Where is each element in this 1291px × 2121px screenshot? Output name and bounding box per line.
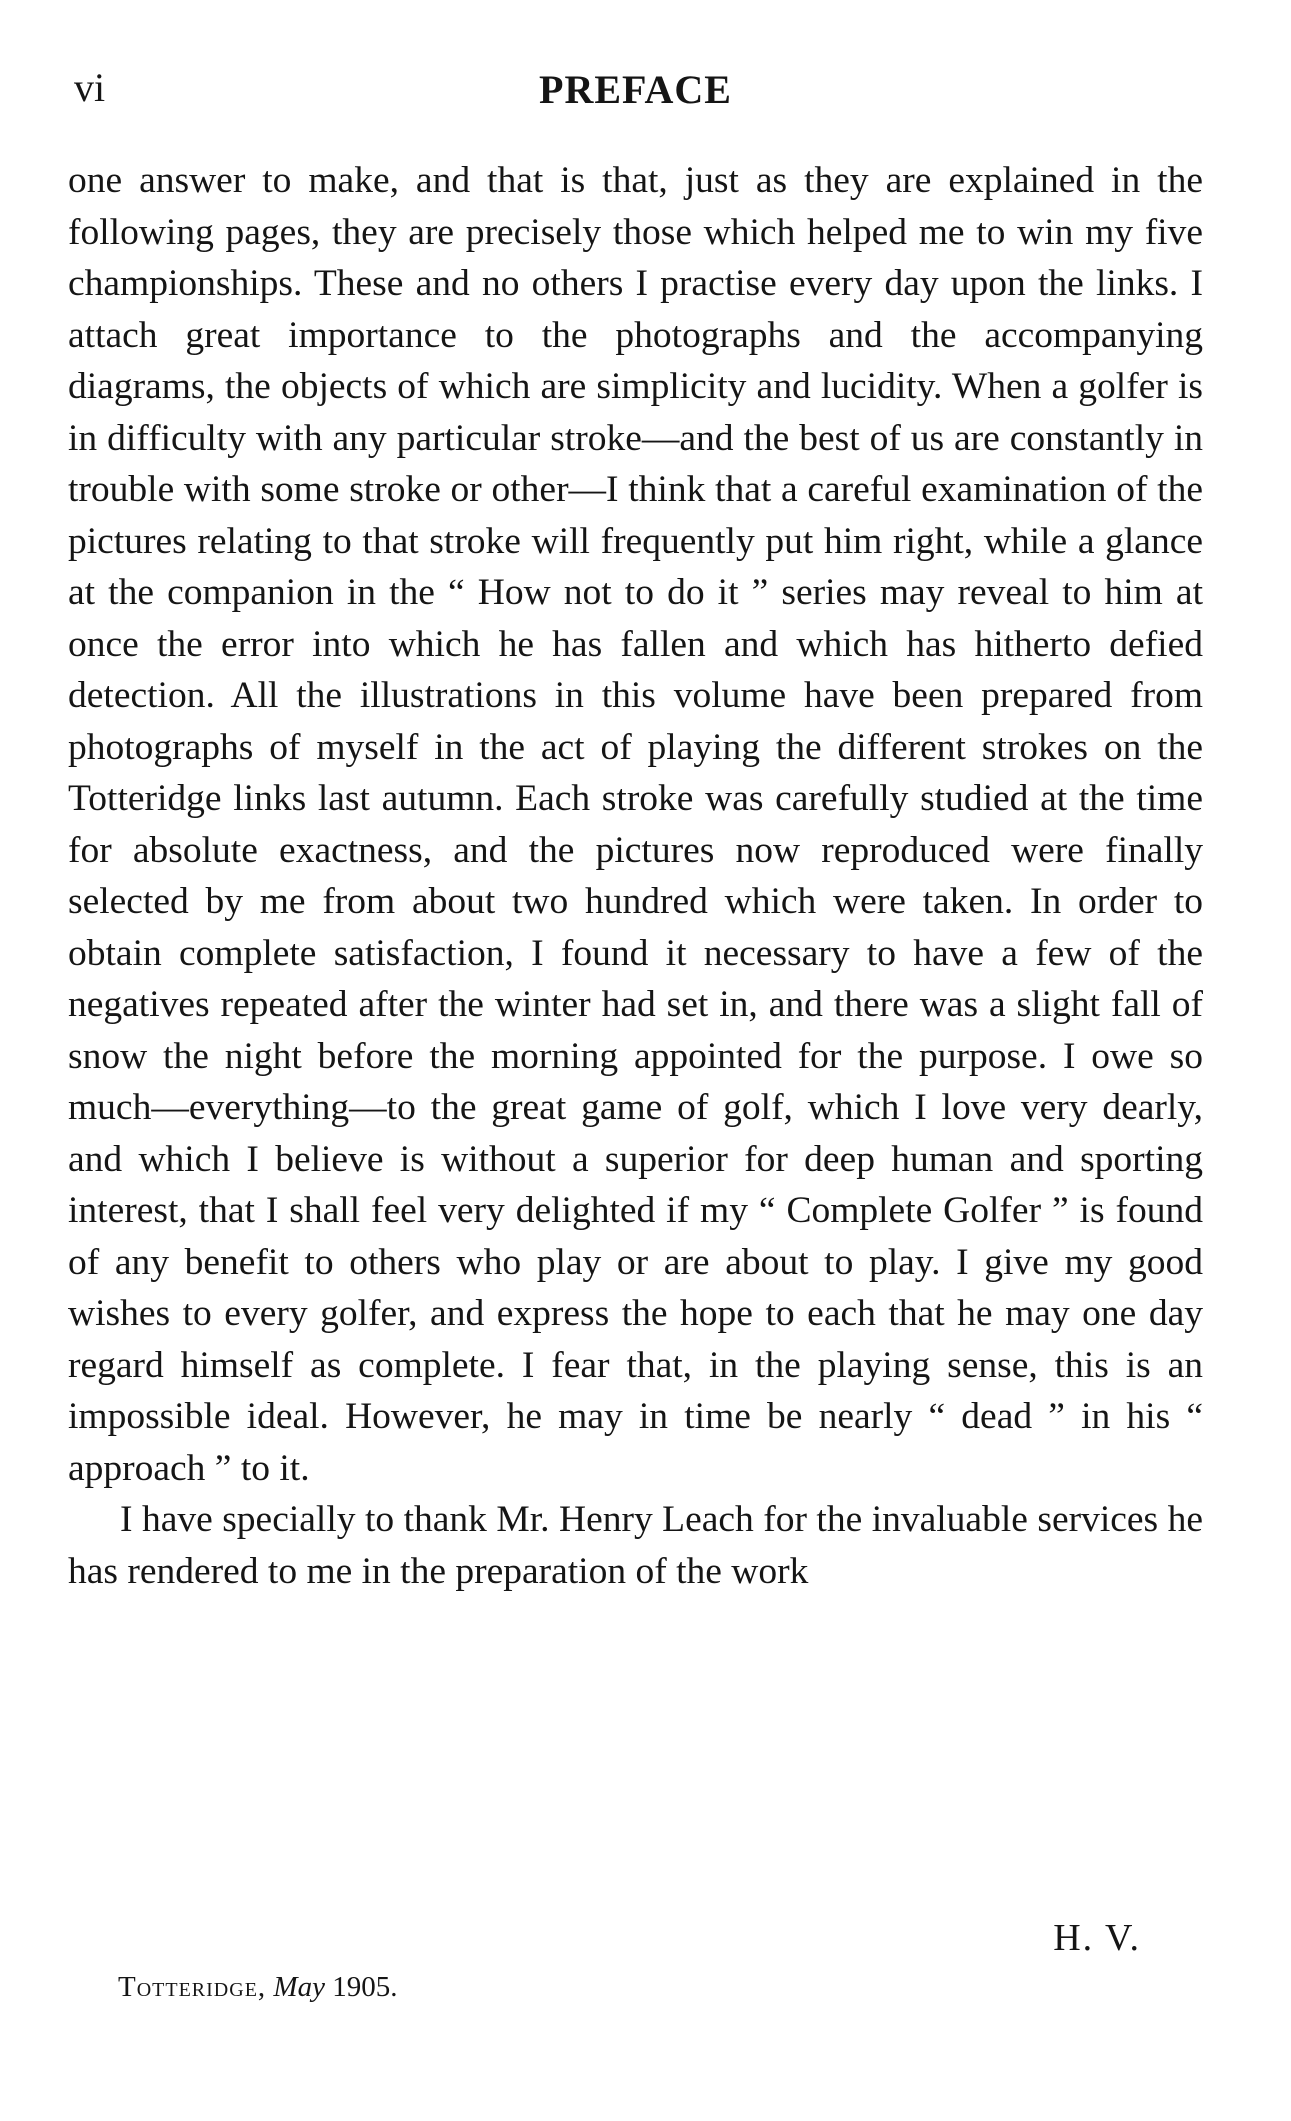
dateline-year: 1905. — [332, 1971, 398, 2003]
page-header — [68, 62, 1203, 122]
paragraph-2: I have specially to thank Mr. Henry Leach for the invaluable services he has rendered to me in the preparation of the work — [68, 1499, 1203, 1592]
paragraph-1: one answer to make, and that is that, just as they are explained in the following pages, they are precisely those which helped me to win my five championships. These and no others I practise every day upon the links. I attach great importance to the photographs and the accompanying diagrams, the objects of which are simplicity and lucidity. When a golfer is in difficulty with any particular stroke—and the best of us are constantly in trouble with some stroke or other—I think that a careful examination of the pictures relating to that stroke will frequently put him right, while a glance at the companion in the “ How not to do it ” series may reveal to him at once the error into which he has fallen and which has hitherto defied detection. All the illustrations in this volume have been prepared from photographs of myself in the act of playing the different strokes on the Totteridge links last autumn. Each stroke was carefully studied at the time for absolute exactness, and the pictures now reproduced were finally selected by me from about two hundred which were taken. In order to obtain complete satisfaction, I found it necessary to have a few of the negatives repeated after the winter had set in, and there was a slight fall of snow the night before the morning appointed for the purpose. I owe so much—everything—to the great game of golf, which I love very dearly, and which I believe is without a superior for deep human and sporting interest, that I shall feel very delighted if my “ Complete Golfer ” is found of any benefit to others who play or are about to play. I give my good wishes to every golfer, and express the hope to each that he may one day regard himself as complete. I fear that, in the playing sense, this is an impossible ideal. However, he may in time be nearly “ dead ” in his “ approach ” to it. — [68, 160, 1203, 1489]
dateline-place: Totteridge, — [118, 1971, 267, 2003]
preface-body — [68, 155, 1203, 1597]
dateline-month: May — [273, 1971, 325, 2003]
author-initials: H. V. — [1053, 1917, 1141, 1959]
dateline — [118, 1970, 397, 2004]
running-head: PREFACE — [539, 67, 732, 112]
page-number: vi — [74, 65, 106, 110]
